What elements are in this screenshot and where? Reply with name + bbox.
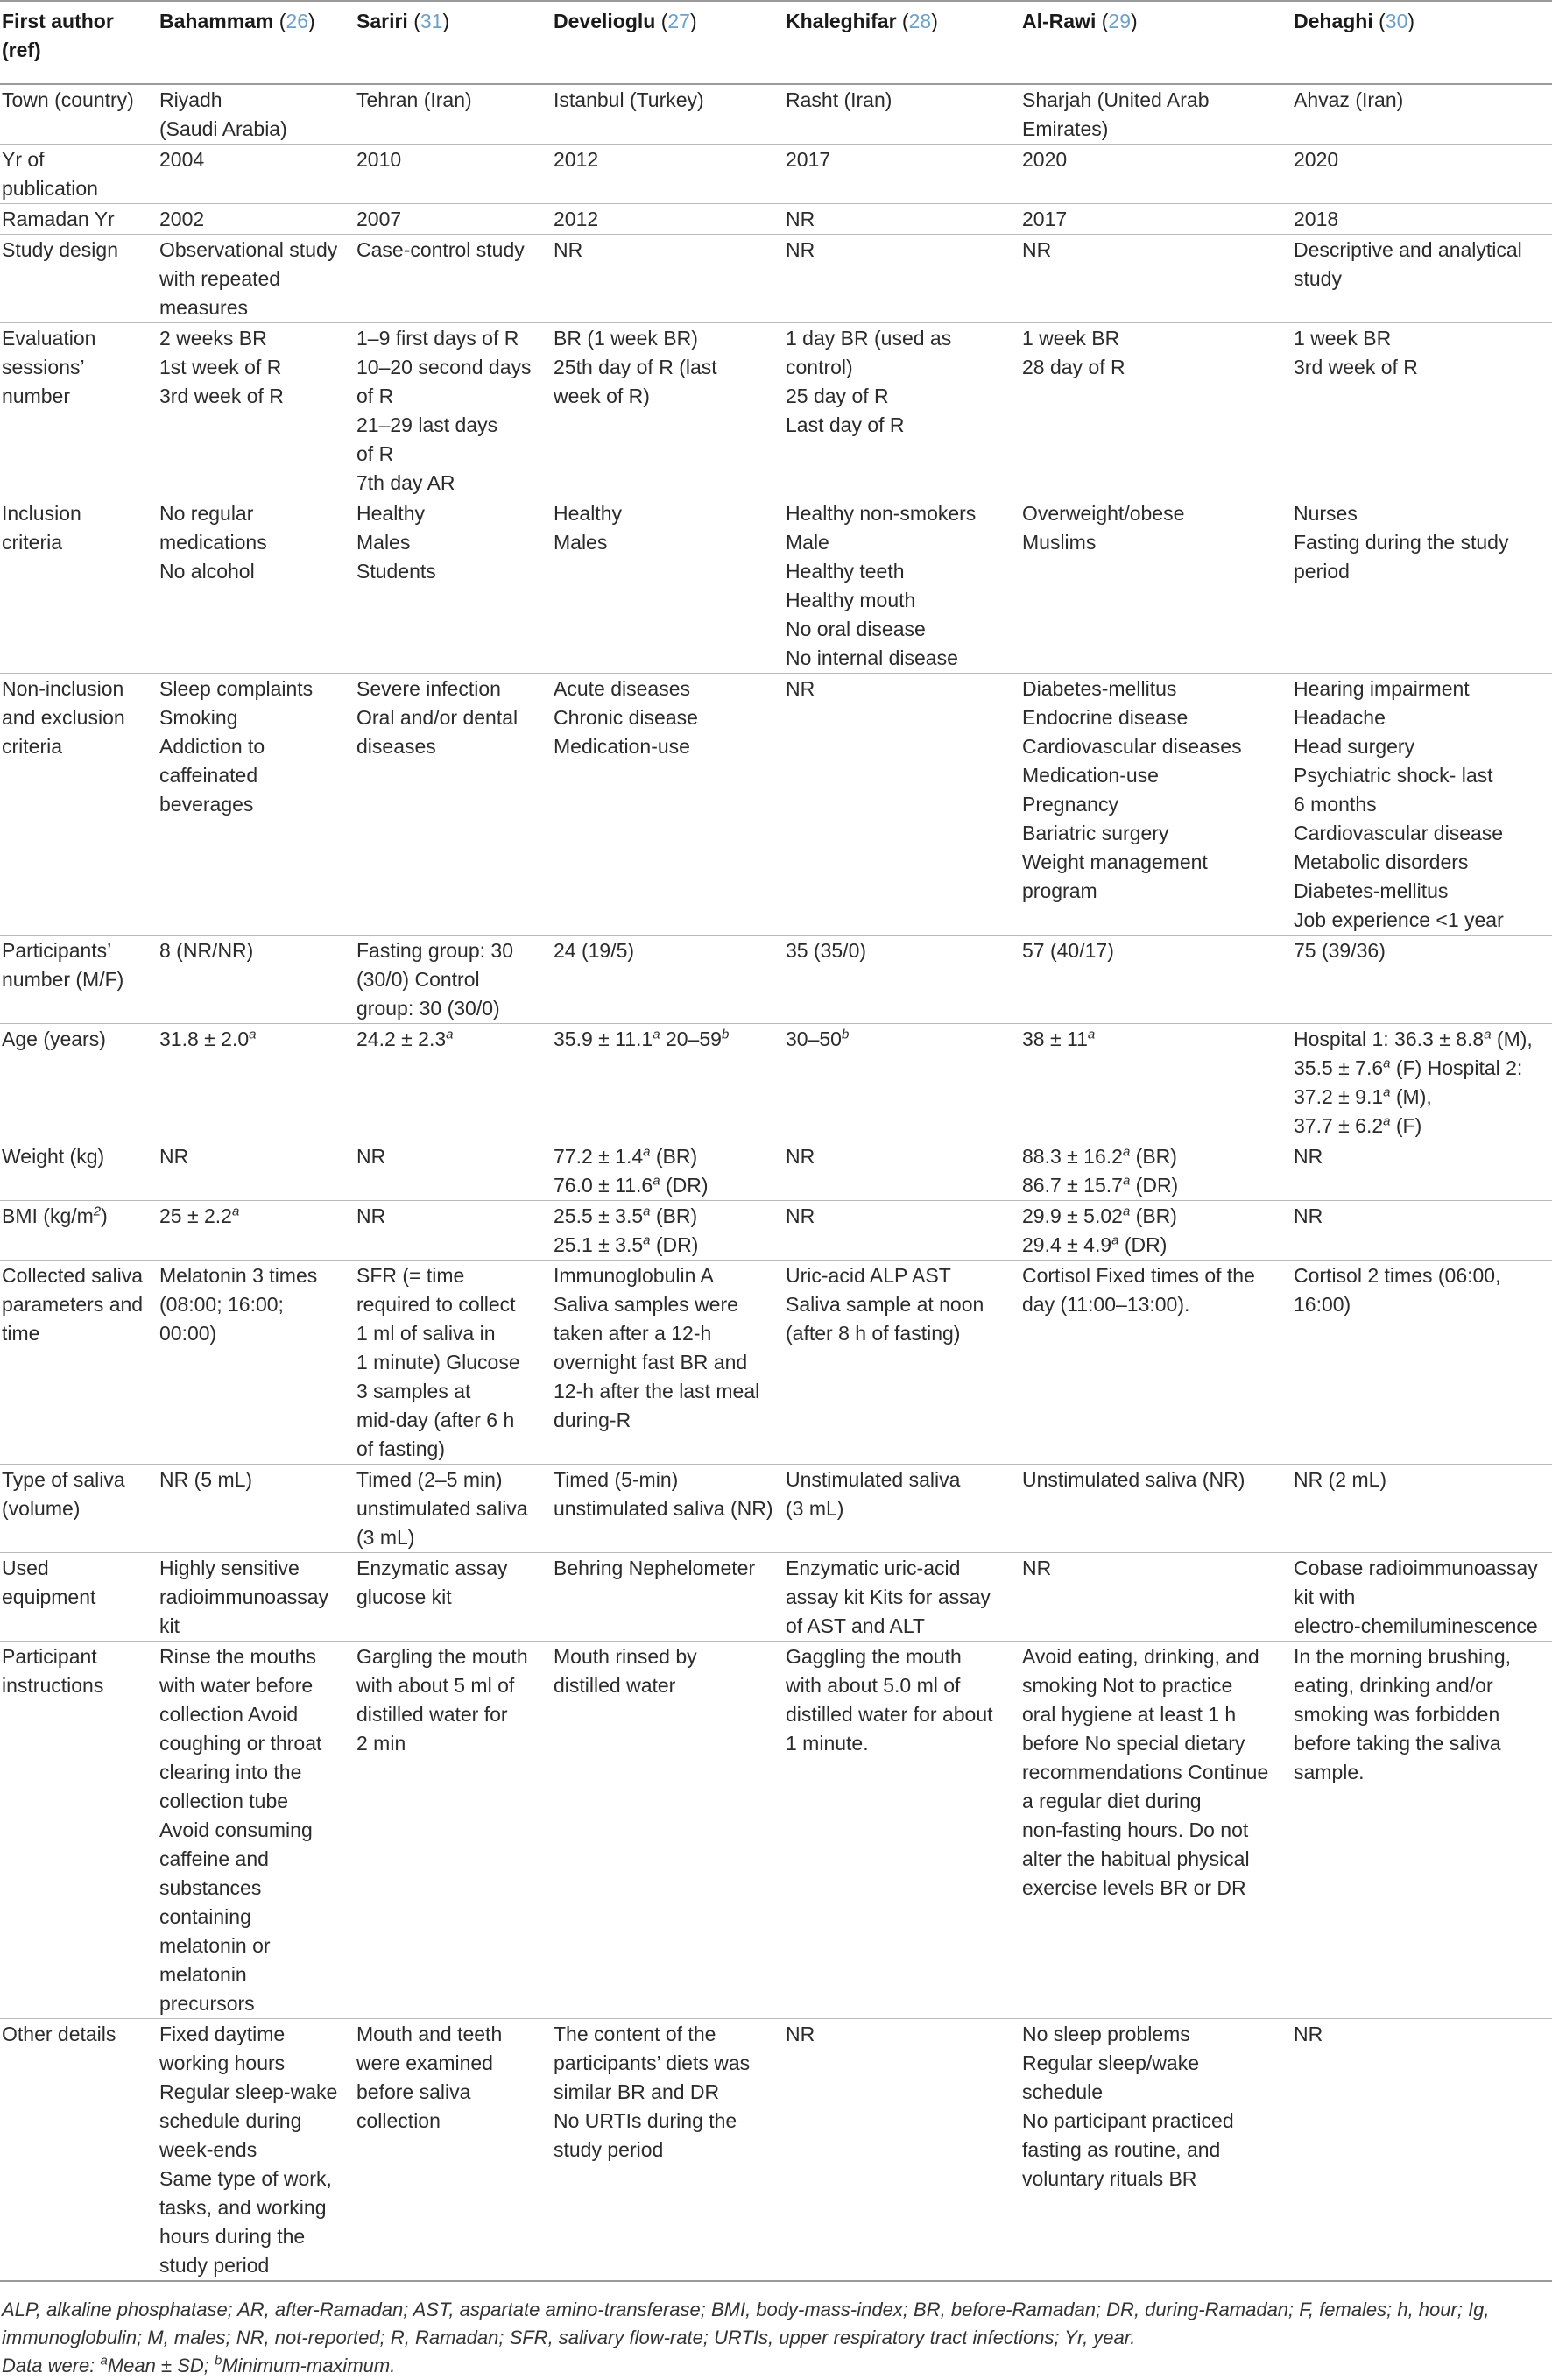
table-row [0,498,1552,674]
table-cell: Uric-acid ALP AST Saliva sample at noon (after 8 h of fasting) [786,1261,1022,1465]
table-cell: NR [554,235,786,323]
table-cell: NR (5 mL) [159,1465,356,1553]
ref-link[interactable]: 26 [286,10,309,32]
table-cell: Acute diseases Chronic disease Medication-use [554,674,786,936]
author-header: Al-Rawi (29) [1022,1,1294,84]
author-header: Sariri (31) [356,1,554,84]
table-cell: 35.9 ± 11.1$^a$ 20–59$^b$ [554,1024,786,1141]
table-cell: Diabetes-mellitus Endocrine disease Cardiovascular diseases Medication-use Pregnancy Bariatric surgery Weight management program [1022,674,1294,936]
table-cell: Healthy Males [554,498,786,674]
row-label: Evaluation sessions’ number [0,323,159,498]
row-label: Collected saliva parameters and time [0,1261,159,1465]
table-cell: Behring Nephelometer [554,1553,786,1642]
table-row [0,936,1552,1024]
table-cell: NR [1294,1201,1552,1261]
table-cell: No sleep problems Regular sleep/wake schedule No participant practiced fasting as routine, and voluntary rituals BR [1022,2019,1294,2282]
table-cell: 2012 [554,204,786,235]
row-label: Weight (kg) [0,1141,159,1201]
table-cell: 2020 [1022,145,1294,204]
table-cell: 24 (19/5) [554,936,786,1024]
table-cell: Cortisol 2 times (06:00, 16:00) [1294,1261,1552,1465]
table-cell: Unstimulated saliva (NR) [1022,1465,1294,1553]
table-cell: Timed (5-min) unstimulated saliva (NR) [554,1465,786,1553]
table-cell: 1 day BR (used as control) 25 day of R Last day of R [786,323,1022,498]
table-cell: Immunoglobulin A Saliva samples were taken after a 12-h overnight fast BR and 12-h after the last meal during-R [554,1261,786,1465]
author-header: Bahammam (26) [159,1,356,84]
table-row [0,145,1552,204]
row-label: Inclusion criteria [0,498,159,674]
row-label: Non-inclusion and exclusion criteria [0,674,159,936]
table-cell: NR (2 mL) [1294,1465,1552,1553]
table-cell: Fasting group: 30 (30/0) Control group: 30 (30/0) [356,936,554,1024]
table-body [0,84,1552,2281]
table-cell: 1 week BR 3rd week of R [1294,323,1552,498]
table-cell: NR [1294,2019,1552,2282]
table-cell: 2 weeks BR 1st week of R 3rd week of R [159,323,356,498]
table-row [0,1642,1552,2019]
table-row [0,235,1552,323]
table-row [0,1141,1552,1201]
table-row [0,1201,1552,1261]
table-cell: Mouth and teeth were examined before saliva collection [356,2019,554,2282]
ref-link[interactable]: 28 [908,10,932,32]
table-cell: Tehran (Iran) [356,84,554,145]
row-label: Town (country) [0,84,159,145]
table-cell: 30–50$^b$ [786,1024,1022,1141]
table-cell: Melatonin 3 times (08:00; 16:00; 00:00) [159,1261,356,1465]
table-row [0,1465,1552,1553]
table-cell: 75 (39/36) [1294,936,1552,1024]
table-cell: NR [356,1201,554,1261]
table-cell: 31.8 ± 2.0$^a$ [159,1024,356,1141]
table-cell: Timed (2–5 min) unstimulated saliva (3 mL) [356,1465,554,1553]
table-cell: Avoid eating, drinking, and smoking Not to practice oral hygiene at least 1 h before No special dietary recommendations Continue a regular diet during non-fasting hours. Do not alter the habitual physical exercise levels BR or DR [1022,1642,1294,2019]
table-cell: Nurses Fasting during the study period [1294,498,1552,674]
table-cell: NR [1022,235,1294,323]
row-label: Age (years) [0,1024,159,1141]
table-cell: Riyadh (Saudi Arabia) [159,84,356,145]
table-footnotes [0,2281,1552,2380]
table-cell: NR [786,674,1022,936]
table-cell: 24.2 ± 2.3$^a$ [356,1024,554,1141]
table-cell: 88.3 ± 16.2$^a$ (BR) 86.7 ± 15.7$^a$ (DR) [1022,1141,1294,1201]
table-row [0,1553,1552,1642]
table-cell: $38 \pm 11^a$ [1022,1024,1294,1141]
table-cell: 8 (NR/NR) [159,936,356,1024]
table-cell: 2012 [554,145,786,204]
table-cell: Cortisol Fixed times of the day (11:00–13:00). [1022,1261,1294,1465]
row-label: Type of saliva (volume) [0,1465,159,1553]
table-row [0,84,1552,145]
table-row [0,2019,1552,2282]
table-cell: NR [786,2019,1022,2282]
table-cell: NR [356,1141,554,1201]
header-row [0,1,1552,84]
table-cell: Hearing impairment Headache Head surgery Psychiatric shock- last 6 months Cardiovascular disease Metabolic disorders Diabetes-mellitus Job experience <1 year [1294,674,1552,936]
table-cell: Highly sensitive radioimmunoassay kit [159,1553,356,1642]
ref-link[interactable]: 31 [420,10,443,32]
table-cell: Overweight/obese Muslims [1022,498,1294,674]
table-cell: 2002 [159,204,356,235]
table-cell: Mouth rinsed by distilled water [554,1642,786,2019]
table-cell: NR [159,1141,356,1201]
row-label: Study design [0,235,159,323]
table-cell: Gaggling the mouth with about 5.0 ml of distilled water for about 1 minute. [786,1642,1022,2019]
table-cell: 2017 [786,145,1022,204]
row-label: BMI $(kg/m^2)$ [0,1201,159,1261]
table-cell: Unstimulated saliva (3 mL) [786,1465,1022,1553]
abbreviations-note: ALP, alkaline phosphatase; AR, after-Ramadan; AST, aspartate amino-transferase; BMI, body-mass-index; BR, before-Ramadan; DR, during-Ramadan; F, females; h, hour; Ig, immunoglobulin; M, males; NR, not-reported; R, Ramadan; SFR, salivary flow-rate; URTIs, upper respiratory tract infections; Yr, year. [2,2299,1490,2348]
table-cell: 77.2 ± 1.4$^a$ (BR) 76.0 ± 11.6$^a$ (DR) [554,1141,786,1201]
table-cell: The content of the participants’ diets was similar BR and DR No URTIs during the study period [554,2019,786,2282]
table-cell: 1–9 first days of R 10–20 second days of R 21–29 last days of R 7th day AR [356,323,554,498]
table-cell: Rinse the mouths with water before collection Avoid coughing or throat clearing into the collection tube Avoid consuming caffeine and substances containing melatonin or melatonin precursors [159,1642,356,2019]
table-row [0,674,1552,936]
row-label: Participant instructions [0,1642,159,2019]
table-cell: Ahvaz (Iran) [1294,84,1552,145]
author-header: Develioglu (27) [554,1,786,84]
table-cell: 2010 [356,145,554,204]
table-cell: Gargling the mouth with about 5 ml of distilled water for 2 min [356,1642,554,2019]
table-cell: No regular medications No alcohol [159,498,356,674]
table-cell: Hospital 1: 36.3 ± 8.8$^a$ (M), 35.5 ± 7.6$^a$ (F) Hospital 2: 37.2 ± 9.1$^a$ (M), 37.7 ± 6.2$^a$ (F) [1294,1024,1552,1141]
table-cell: Sleep complaints Smoking Addiction to caffeinated beverages [159,674,356,936]
table-cell: 2004 [159,145,356,204]
table-cell: Case-control study [356,235,554,323]
table-cell: In the morning brushing, eating, drinking and/or smoking was forbidden before taking the saliva sample. [1294,1642,1552,2019]
table-cell: NR [786,235,1022,323]
row-label: Yr of publication [0,145,159,204]
table-cell: Enzymatic uric-acid assay kit Kits for assay of AST and ALT [786,1553,1022,1642]
table-row [0,1024,1552,1141]
table-cell: 1 week BR 28 day of R [1022,323,1294,498]
table-cell: NR [1022,1553,1294,1642]
footnote-row [0,2281,1552,2380]
table-row [0,204,1552,235]
table-row [0,323,1552,498]
table-cell: 29.9 ± 5.02$^a$ (BR) 29.4 ± 4.9$^a$ (DR) [1022,1201,1294,1261]
ref-link[interactable]: 29 [1108,10,1131,32]
table-cell: Descriptive and analytical study [1294,235,1552,323]
row-label: Ramadan Yr [0,204,159,235]
table-row [0,1261,1552,1465]
table-cell: SFR (= time required to collect 1 ml of saliva in 1 minute) Glucose 3 samples at mid-day (after 6 h of fasting) [356,1261,554,1465]
table-cell: Rasht (Iran) [786,84,1022,145]
table-cell: 25 ± 2.2$^a$ [159,1201,356,1261]
table-cell: Fixed daytime working hours Regular sleep-wake schedule during week-ends Same type of work, tasks, and working hours during the study period [159,2019,356,2282]
table-cell: NR [786,1201,1022,1261]
author-header: Khaleghifar (28) [786,1,1022,84]
table-cell: 2007 [356,204,554,235]
table-cell: Cobase radioimmunoassay kit with electro-chemiluminescence [1294,1553,1552,1642]
table-cell: 2018 [1294,204,1552,235]
table-cell: NR [786,204,1022,235]
table-cell: 57 (40/17) [1022,936,1294,1024]
row-label: Used equipment [0,1553,159,1642]
row-label: Participants’ number (M/F) [0,936,159,1024]
table-cell: 2017 [1022,204,1294,235]
table-cell: Severe infection Oral and/or dental diseases [356,674,554,936]
table-cell: Istanbul (Turkey) [554,84,786,145]
table-cell: BR (1 week BR) 25th day of R (last week of R) [554,323,786,498]
table-cell: Sharjah (United Arab Emirates) [1022,84,1294,145]
table-cell: NR [1294,1141,1552,1201]
table-cell: 35 (35/0) [786,936,1022,1024]
header-row-label: First author (ref) [0,1,159,84]
data-format-note: Data were: $^a$Mean ± SD; $^b$Minimum-maximum. [2,2353,396,2376]
table-cell: Healthy Males Students [356,498,554,674]
table-cell: Healthy non-smokers Male Healthy teeth Healthy mouth No oral disease No internal disease [786,498,1022,674]
table-cell: 25.5 ± 3.5$^a$ (BR) 25.1 ± 3.5$^a$ (DR) [554,1201,786,1261]
table-cell: Observational study with repeated measures [159,235,356,323]
table-cell: Enzymatic assay glucose kit [356,1553,554,1642]
row-label: Other details [0,2019,159,2282]
ref-link[interactable]: 27 [667,10,690,32]
table-cell: NR [786,1141,1022,1201]
author-header: Dehaghi (30) [1294,1,1552,84]
ref-link[interactable]: 30 [1385,10,1408,32]
table-cell: 2020 [1294,145,1552,204]
